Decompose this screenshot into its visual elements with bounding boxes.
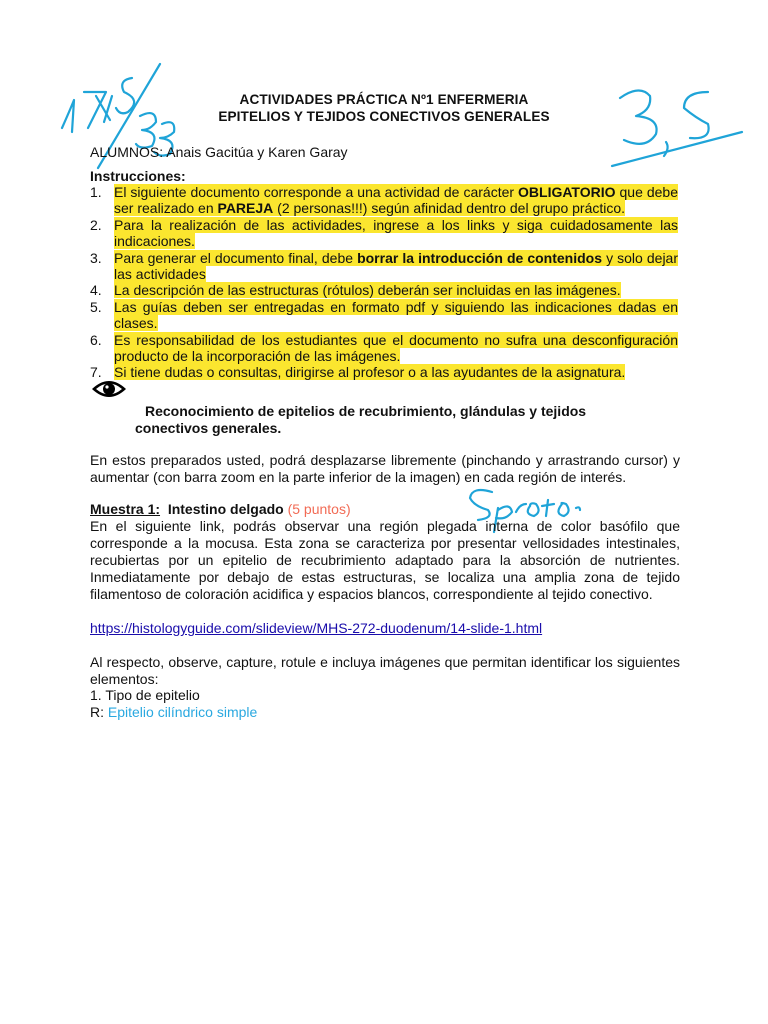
sample-description: En el siguiente link, podrás observar una región plegada interna de color basófilo que corresponde a la mocusa. Esta zona se caracteriza por presentar vellosidades intestinales, recubiertas por un epitelio de recubrimiento adaptado para la absorción de nutrientes. Inmediatamente por debajo de estas estructuras, se localiza una amplia zona de tejido filamentoso de coloración acidifica y espacios blancos, correspondiente al tejido conectivo. bbox=[90, 518, 680, 602]
eye-icon bbox=[90, 376, 128, 402]
list-item: 7. Si tiene dudas o consultas, dirigirse al profesor o a las ayudantes de la asignatura. bbox=[90, 364, 626, 381]
list-item: 1. El siguiente documento corresponde a una actividad de carácter OBLIGATORIO que debe ser realizado en PAREJA (2 personas!!!) según afinidad dentro del grupo práctico. bbox=[90, 184, 678, 217]
document-subtitle: EPITELIOS Y TEJIDOS CONECTIVOS GENERALES bbox=[218, 109, 550, 124]
instructions-list bbox=[90, 184, 678, 381]
observe-instructions: Al respecto, observe, capture, rotule e incluya imágenes que permitan identificar los siguientes elementos: bbox=[90, 654, 680, 687]
question-item: 1. Tipo de epitelio bbox=[90, 687, 200, 703]
list-item: 4. La descripción de las estructuras (rótulos) deberán ser incluidas en las imágenes. bbox=[90, 282, 621, 299]
list-item: 6. Es responsabilidad de los estudiantes que el documento no sufra una desconfiguración producto de la incorporación de las imágenes. bbox=[90, 331, 678, 365]
histology-link[interactable]: https://histologyguide.com/slideview/MHS-272-duodenum/14-slide-1.html bbox=[90, 620, 543, 636]
sample-heading: Muestra 1: Intestino delgado (5 puntos) bbox=[90, 501, 351, 517]
section-intro: En estos preparados usted, podrá desplazarse libremente (pinchando y arrastrando cursor) y aumentar (con barra zoom en la parte inferior de la imagen) en cada región de interés. bbox=[90, 452, 680, 485]
list-item: 2. Para la realización de las actividades, ingrese a los links y siga cuidadosamente las indicaciones. bbox=[90, 216, 678, 250]
response-line: R: Epitelio cilíndrico simple bbox=[90, 704, 258, 720]
section-title: Reconocimiento de epitelios de recubrimiento, glándulas y tejidos conectivos generales. bbox=[135, 403, 587, 436]
list-item: 5. Las guías deben ser entregadas en formato pdf y siguiendo las indicaciones dadas en clases. bbox=[90, 298, 678, 332]
list-item: 3. Para generar el documento final, debe borrar la introducción de contenidos y solo dejar las actividades bbox=[90, 249, 679, 283]
instructions-heading: Instrucciones: bbox=[90, 168, 186, 184]
students-line: ALUMNOS: Anais Gacitúa y Karen Garay bbox=[90, 144, 348, 160]
response-answer: Epitelio cilíndrico simple bbox=[107, 704, 258, 720]
document-title: ACTIVIDADES PRÁCTICA Nº1 ENFERMERIA bbox=[239, 92, 529, 107]
